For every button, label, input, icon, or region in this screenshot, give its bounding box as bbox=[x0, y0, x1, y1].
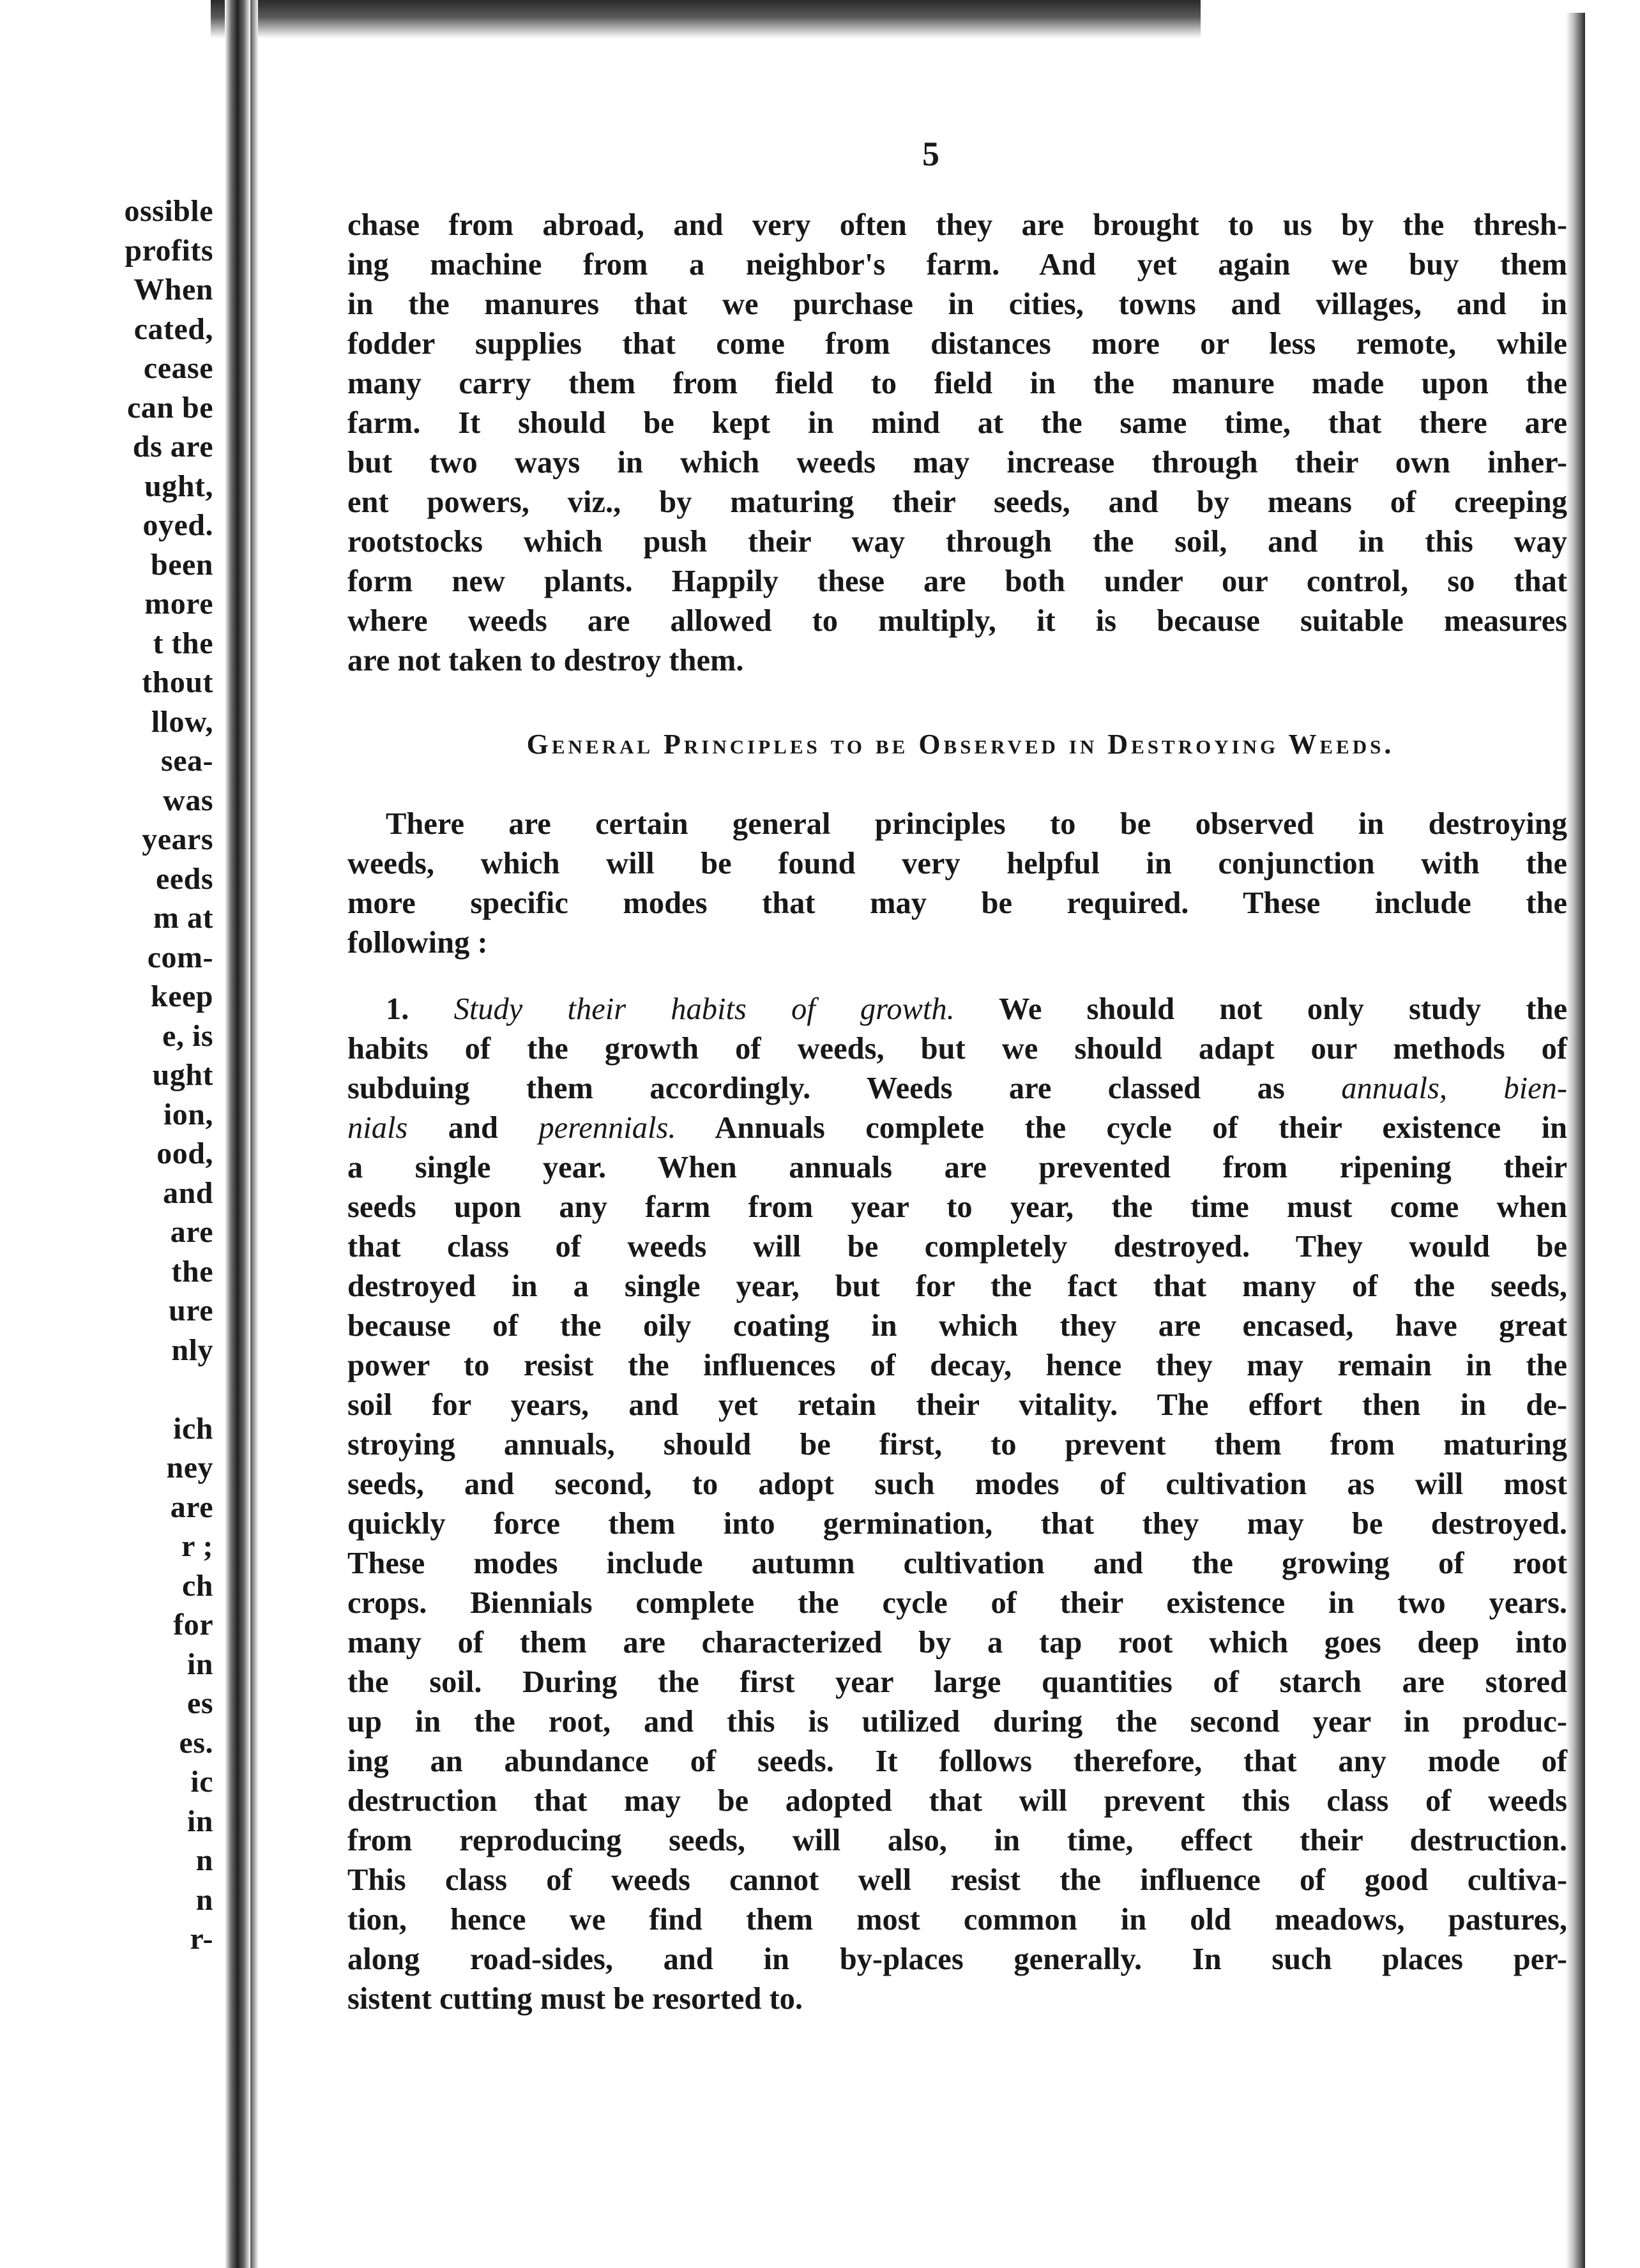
facing-page-text-fragment: was bbox=[163, 783, 213, 817]
text-line: the soil. During the first year large quantities of starch are stored bbox=[347, 1665, 1567, 1699]
text-line: form new plants. Happily these are both under our control, so that bbox=[347, 564, 1567, 598]
facing-page-text-fragment: r ; bbox=[181, 1529, 213, 1563]
text-line: soil for years, and yet retain their vitality. The effort then in de- bbox=[347, 1388, 1567, 1422]
text-line: farm. It should be kept in mind at the same time, that there are bbox=[347, 406, 1567, 440]
facing-page-text-fragment: can be bbox=[127, 390, 213, 425]
text-line: a single year. When annuals are prevented from ripening their bbox=[347, 1151, 1567, 1184]
item-number: 1. bbox=[386, 992, 409, 1026]
facing-page-text-fragment: keep bbox=[151, 979, 213, 1013]
text-line: many carry them from field to field in the manure made upon the bbox=[347, 367, 1567, 400]
item-1-body bbox=[347, 1148, 1567, 2019]
text-line: weeds, which will be found very helpful in conjunction with the bbox=[347, 847, 1567, 881]
text-line: following : bbox=[347, 926, 488, 960]
text-line: These modes include autumn cultivation and the growing of root bbox=[347, 1546, 1567, 1580]
text-line: ent powers, viz., by maturing their seeds, and by means of creeping bbox=[347, 485, 1567, 519]
facing-page-text-fragment: for bbox=[173, 1608, 213, 1642]
facing-page-text-fragment: es bbox=[187, 1686, 213, 1720]
term-perennials: perennials. bbox=[538, 1111, 676, 1145]
term-biennials-part2: nials bbox=[347, 1111, 408, 1145]
facing-page-text-fragment: es. bbox=[179, 1725, 213, 1760]
facing-page-text-fragment: more bbox=[144, 587, 213, 621]
text-line: more specific modes that may be required. These include the bbox=[347, 886, 1567, 920]
facing-page-text-fragment: com- bbox=[147, 940, 213, 974]
text-line: that class of weeds will be completely destroyed. They would be bbox=[347, 1230, 1567, 1264]
facing-page-text-fragment: e, is bbox=[162, 1018, 213, 1053]
text-line: sistent cutting must be resorted to. bbox=[347, 1982, 803, 2016]
item-1-line: subduing them accordingly. Weeds are classed as annuals, bien- bbox=[347, 1071, 1568, 1105]
text-line: rootstocks which push their way through the soil, and in this way bbox=[347, 525, 1567, 559]
facing-page-text-fragment: r- bbox=[190, 1922, 213, 1956]
text-line: seeds, and second, to adopt such modes of cultivation as will most bbox=[347, 1467, 1567, 1501]
text-line: seeds upon any farm from year to year, the time must come when bbox=[347, 1190, 1567, 1224]
text-line: from reproducing seeds, will also, in time, effect their destruction. bbox=[347, 1824, 1567, 1857]
facing-page-text-fragment: t the bbox=[153, 626, 213, 660]
book-gutter bbox=[225, 0, 250, 2268]
facing-page-text-fragment: and bbox=[163, 1176, 213, 1210]
section-heading: General Principles to be Observed in Destroying Weeds. bbox=[526, 729, 1395, 760]
text-line: chase from abroad, and very often they are brought to us by the thresh- bbox=[347, 208, 1567, 242]
book-gutter-inner bbox=[250, 0, 258, 2268]
text-line: where weeds are allowed to multiply, it is because suitable measures bbox=[347, 604, 1567, 638]
facing-page-text-fragment: eeds bbox=[156, 861, 213, 896]
item-1-first-line bbox=[347, 990, 1567, 1029]
facing-page-text-fragment: ch bbox=[182, 1568, 213, 1603]
text-line: quickly force them into germination, that they may be destroyed. bbox=[347, 1507, 1567, 1541]
facing-page-text-fragment: ion, bbox=[163, 1097, 213, 1131]
text-line: power to resist the influences of decay, hence they may remain in the bbox=[347, 1349, 1567, 1382]
facing-page-text-fragment: m at bbox=[153, 901, 213, 935]
text-line: This class of weeds cannot well resist the influence of good cultiva- bbox=[347, 1863, 1567, 1897]
book-page bbox=[258, 38, 1566, 2260]
facing-page-text-fragment: ds are bbox=[132, 430, 213, 464]
facing-page-text-fragment: ught bbox=[152, 1058, 213, 1092]
facing-page-text-fragment: When bbox=[133, 273, 213, 306]
item-1-line: nials and perennials. Annuals complete the cycle of their existence in bbox=[347, 1111, 1568, 1145]
term-annuals: annuals, bbox=[1341, 1071, 1447, 1105]
facing-page-text-fragment: cated, bbox=[133, 312, 213, 346]
facing-page-text-fragment: ossible bbox=[124, 194, 213, 228]
facing-page-text-fragment: profits bbox=[125, 233, 213, 268]
item-title: Study their habits of growth. bbox=[453, 992, 955, 1026]
text-line: but two ways in which weeds may increase through their own inher- bbox=[347, 446, 1567, 480]
text-line: crops. Biennials complete the cycle of their existence in two years. bbox=[347, 1586, 1567, 1620]
text-line: stroying annuals, should be first, to prevent them from maturing bbox=[347, 1428, 1567, 1462]
facing-page-text-fragment: nly bbox=[171, 1333, 213, 1367]
page-right-edge bbox=[1566, 13, 1585, 2268]
text-line: ing an abundance of seeds. It follows therefore, that any mode of bbox=[347, 1744, 1567, 1778]
facing-page-text-fragment: thout bbox=[142, 665, 213, 699]
text-line: along road-sides, and in by-places generally. In such places per- bbox=[347, 1942, 1567, 1976]
list-item-1 bbox=[347, 990, 1567, 2019]
facing-page-text-fragment: sea- bbox=[161, 744, 213, 778]
facing-page-text-fragment: ood, bbox=[156, 1137, 213, 1170]
text-line: many of them are characterized by a tap root which goes deep into bbox=[347, 1626, 1567, 1659]
facing-page-text-fragment: years bbox=[142, 822, 213, 856]
facing-page-text-fragment: in bbox=[186, 1804, 213, 1838]
text-line: in the manures that we purchase in cities, towns and villages, and in bbox=[347, 287, 1567, 321]
intro-paragraph bbox=[347, 805, 1567, 963]
text-line: up in the root, and this is utilized during the second year in produc- bbox=[347, 1705, 1567, 1739]
facing-page-text-fragment: n bbox=[195, 1843, 213, 1877]
text-line: are not taken to destroy them. bbox=[347, 644, 744, 677]
item-text: We should not only study the bbox=[999, 992, 1567, 1026]
paragraph-continued bbox=[347, 206, 1567, 681]
facing-page-text-fragment: llow, bbox=[151, 704, 213, 739]
facing-page-text-fragment: are bbox=[170, 1490, 213, 1524]
facing-page-text-fragment: ney bbox=[166, 1451, 213, 1485]
text-line: tion, hence we find them most common in old meadows, pastures, bbox=[347, 1903, 1567, 1937]
facing-page-text-fragment: ught, bbox=[144, 469, 213, 503]
text-line: because of the oily coating in which they are encased, have great bbox=[347, 1309, 1567, 1343]
facing-page-text-fragment: ic bbox=[190, 1765, 213, 1799]
text-line: destroyed in a single year, but for the fact that many of the seeds, bbox=[347, 1269, 1567, 1303]
facing-page-text-fragment: n bbox=[195, 1882, 213, 1917]
text-line: fodder supplies that come from distances more or less remote, while bbox=[347, 327, 1567, 361]
facing-page-text-fragment: cease bbox=[143, 351, 213, 385]
facing-page-text-fragment: the bbox=[171, 1254, 213, 1289]
term-biennials-part1: bien- bbox=[1503, 1071, 1568, 1105]
facing-page-text-fragment: been bbox=[151, 547, 213, 582]
facing-page-fragment bbox=[0, 0, 225, 2268]
item-1-line: habits of the growth of weeds, but we should adapt our methods of bbox=[347, 1032, 1567, 1066]
facing-page-text-fragment: in bbox=[186, 1647, 213, 1681]
facing-page-text-fragment: oyed. bbox=[142, 508, 213, 542]
facing-page-text-fragment: are bbox=[170, 1215, 213, 1249]
text-line: There are certain general principles to be observed in destroying bbox=[386, 807, 1567, 841]
text-line: ing machine from a neighbor's farm. And yet again we buy them bbox=[347, 248, 1567, 282]
facing-page-text-fragment: ure bbox=[169, 1294, 213, 1327]
scan-top-shadow bbox=[211, 0, 1201, 38]
text-line: destruction that may be adopted that will prevent this class of weeds bbox=[347, 1784, 1567, 1818]
facing-page-text-fragment: ich bbox=[173, 1411, 213, 1446]
page-number: 5 bbox=[922, 135, 939, 173]
